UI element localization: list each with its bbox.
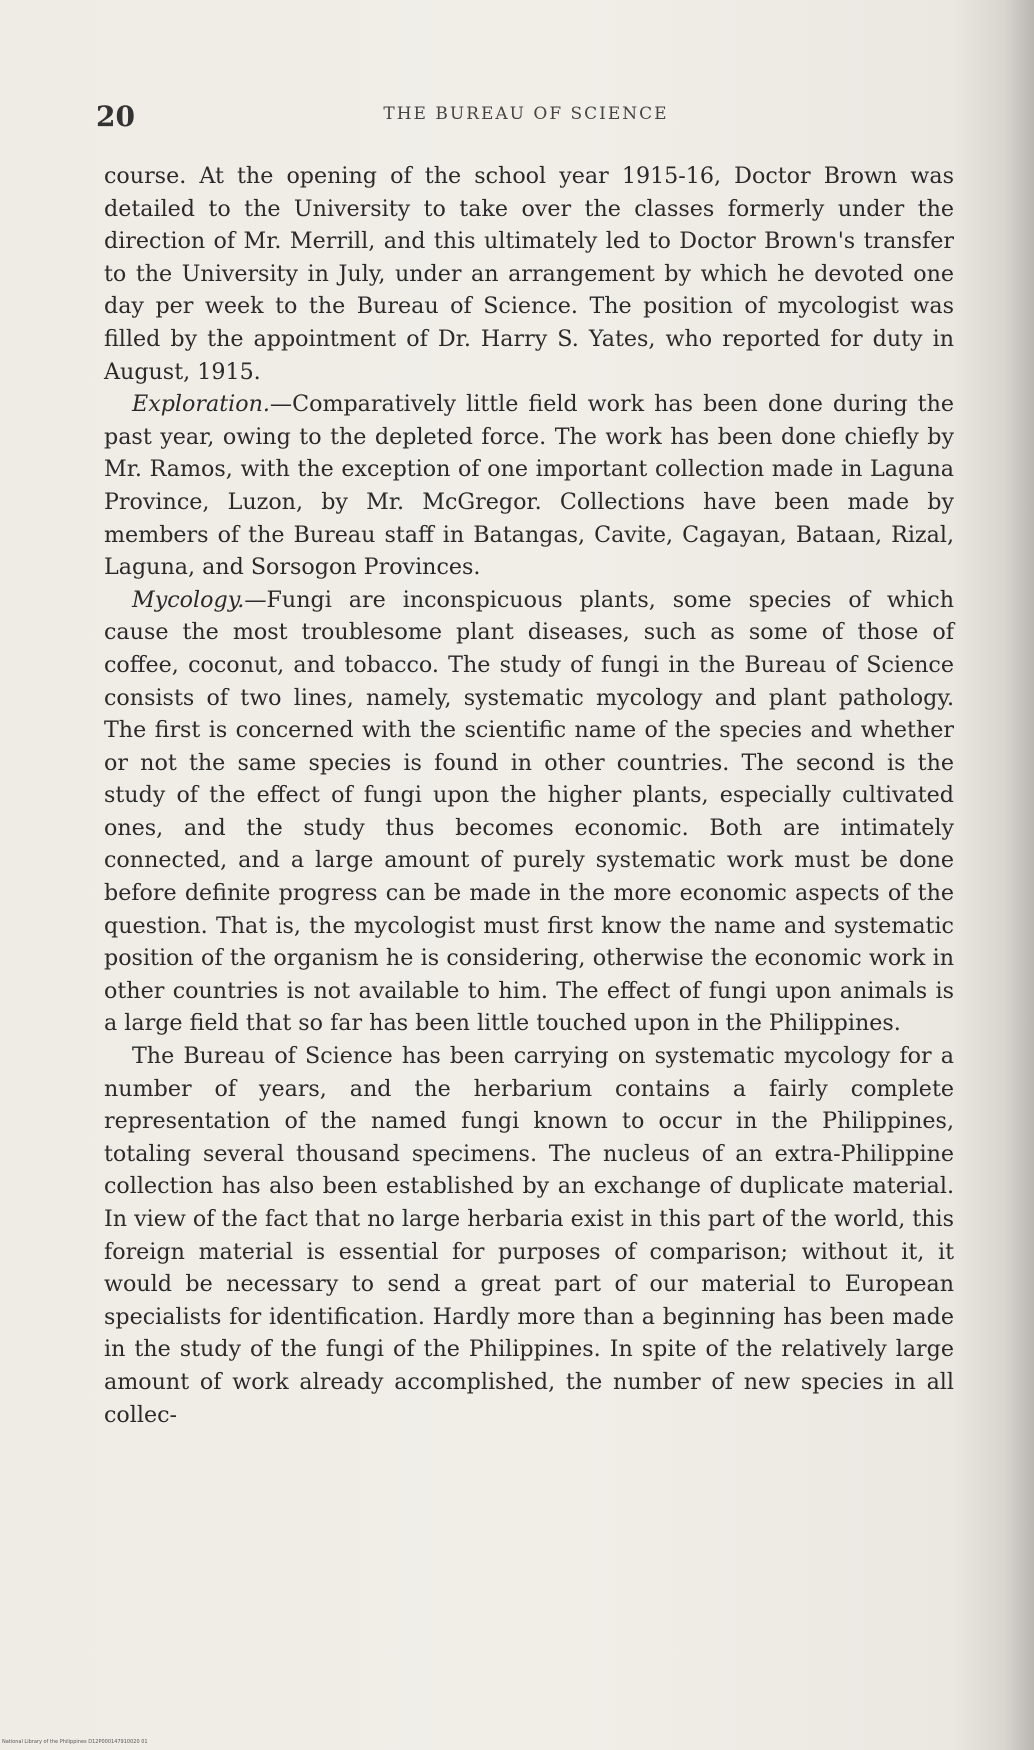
paragraph-continuation: [104, 160, 954, 388]
paragraph-mycology: [104, 584, 954, 1040]
paragraph-text: course. At the opening of the school year 1915-16, Doctor Brown was detailed to the University to take over the classes formerly under the direction of Mr. Merrill, and this ultimately led to Doctor Brown's transfer to the University in July, under an arrangement by which he devoted one day per week to the Bureau of Science. The position of mycologist was filled by the appointment of Dr. Harry S. Yates, who reported for duty in August, 1915.: [104, 163, 954, 385]
paragraph-systematic-mycology: [104, 1040, 954, 1431]
page-header: [96, 100, 956, 140]
paragraph-text: The Bureau of Science has been carrying on systematic mycology for a number of years, and the herbarium contains a fairly complete representation of the named fungi known to occur in the Philippines, totaling several thousand specimens. The nucleus of an extra-Philippine collection has also been established by an exchange of duplicate material. In view of the fact that no large herbaria exist in this part of the world, this foreign material is essential for purposes of comparison; without it, it would be necessary to send a great part of our material to European specialists for identification. Hardly more than a beginning has been made in the study of the fungi of the Philippines. In spite of the relatively large amount of work already accomplished, the number of new species in all collec-: [104, 1043, 954, 1428]
section-lead-exploration: Exploration.: [132, 391, 270, 418]
running-head: THE BUREAU OF SCIENCE: [383, 104, 669, 124]
page-edge-shadow: [1004, 0, 1034, 1750]
body-text: [104, 160, 954, 1431]
paragraph-text: —Comparatively little field work has been done during the past year, owing to the depleted force. The work has been done chiefly by Mr. Ramos, with the exception of one important collection made in Laguna Province, Luzon, by Mr. McGregor. Collections have been made by members of the Bureau staff in Batangas, Cavite, Cagayan, Bataan, Rizal, Laguna, and Sorsogon Provinces.: [104, 391, 954, 581]
paragraph-exploration: [104, 388, 954, 584]
section-lead-mycology: Mycology.: [132, 586, 245, 613]
page-number: 20: [96, 100, 135, 133]
scan-credit: National Library of the Philippines D12P000147910020 01: [2, 1739, 148, 1745]
paragraph-text: —Fungi are inconspicuous plants, some species of which cause the most troublesome plant diseases, such as some of those of coffee, coconut, and tobacco. The study of fungi in the Bureau of Science consists of two lines, namely, systematic mycology and plant pathology. The first is concerned with the scientific name of the species and whether or not the same species is found in other countries. The second is the study of the effect of fungi upon the higher plants, especially cultivated ones, and the study thus becomes economic. Both are intimately connected, and a large amount of purely systematic work must be done before definite progress can be made in the more economic aspects of the question. That is, the mycologist must first know the name and systematic position of the organism he is considering, otherwise the economic work in other countries is not available to him. The effect of fungi upon animals is a large field that so far has been little touched upon in the Philippines.: [104, 586, 954, 1037]
